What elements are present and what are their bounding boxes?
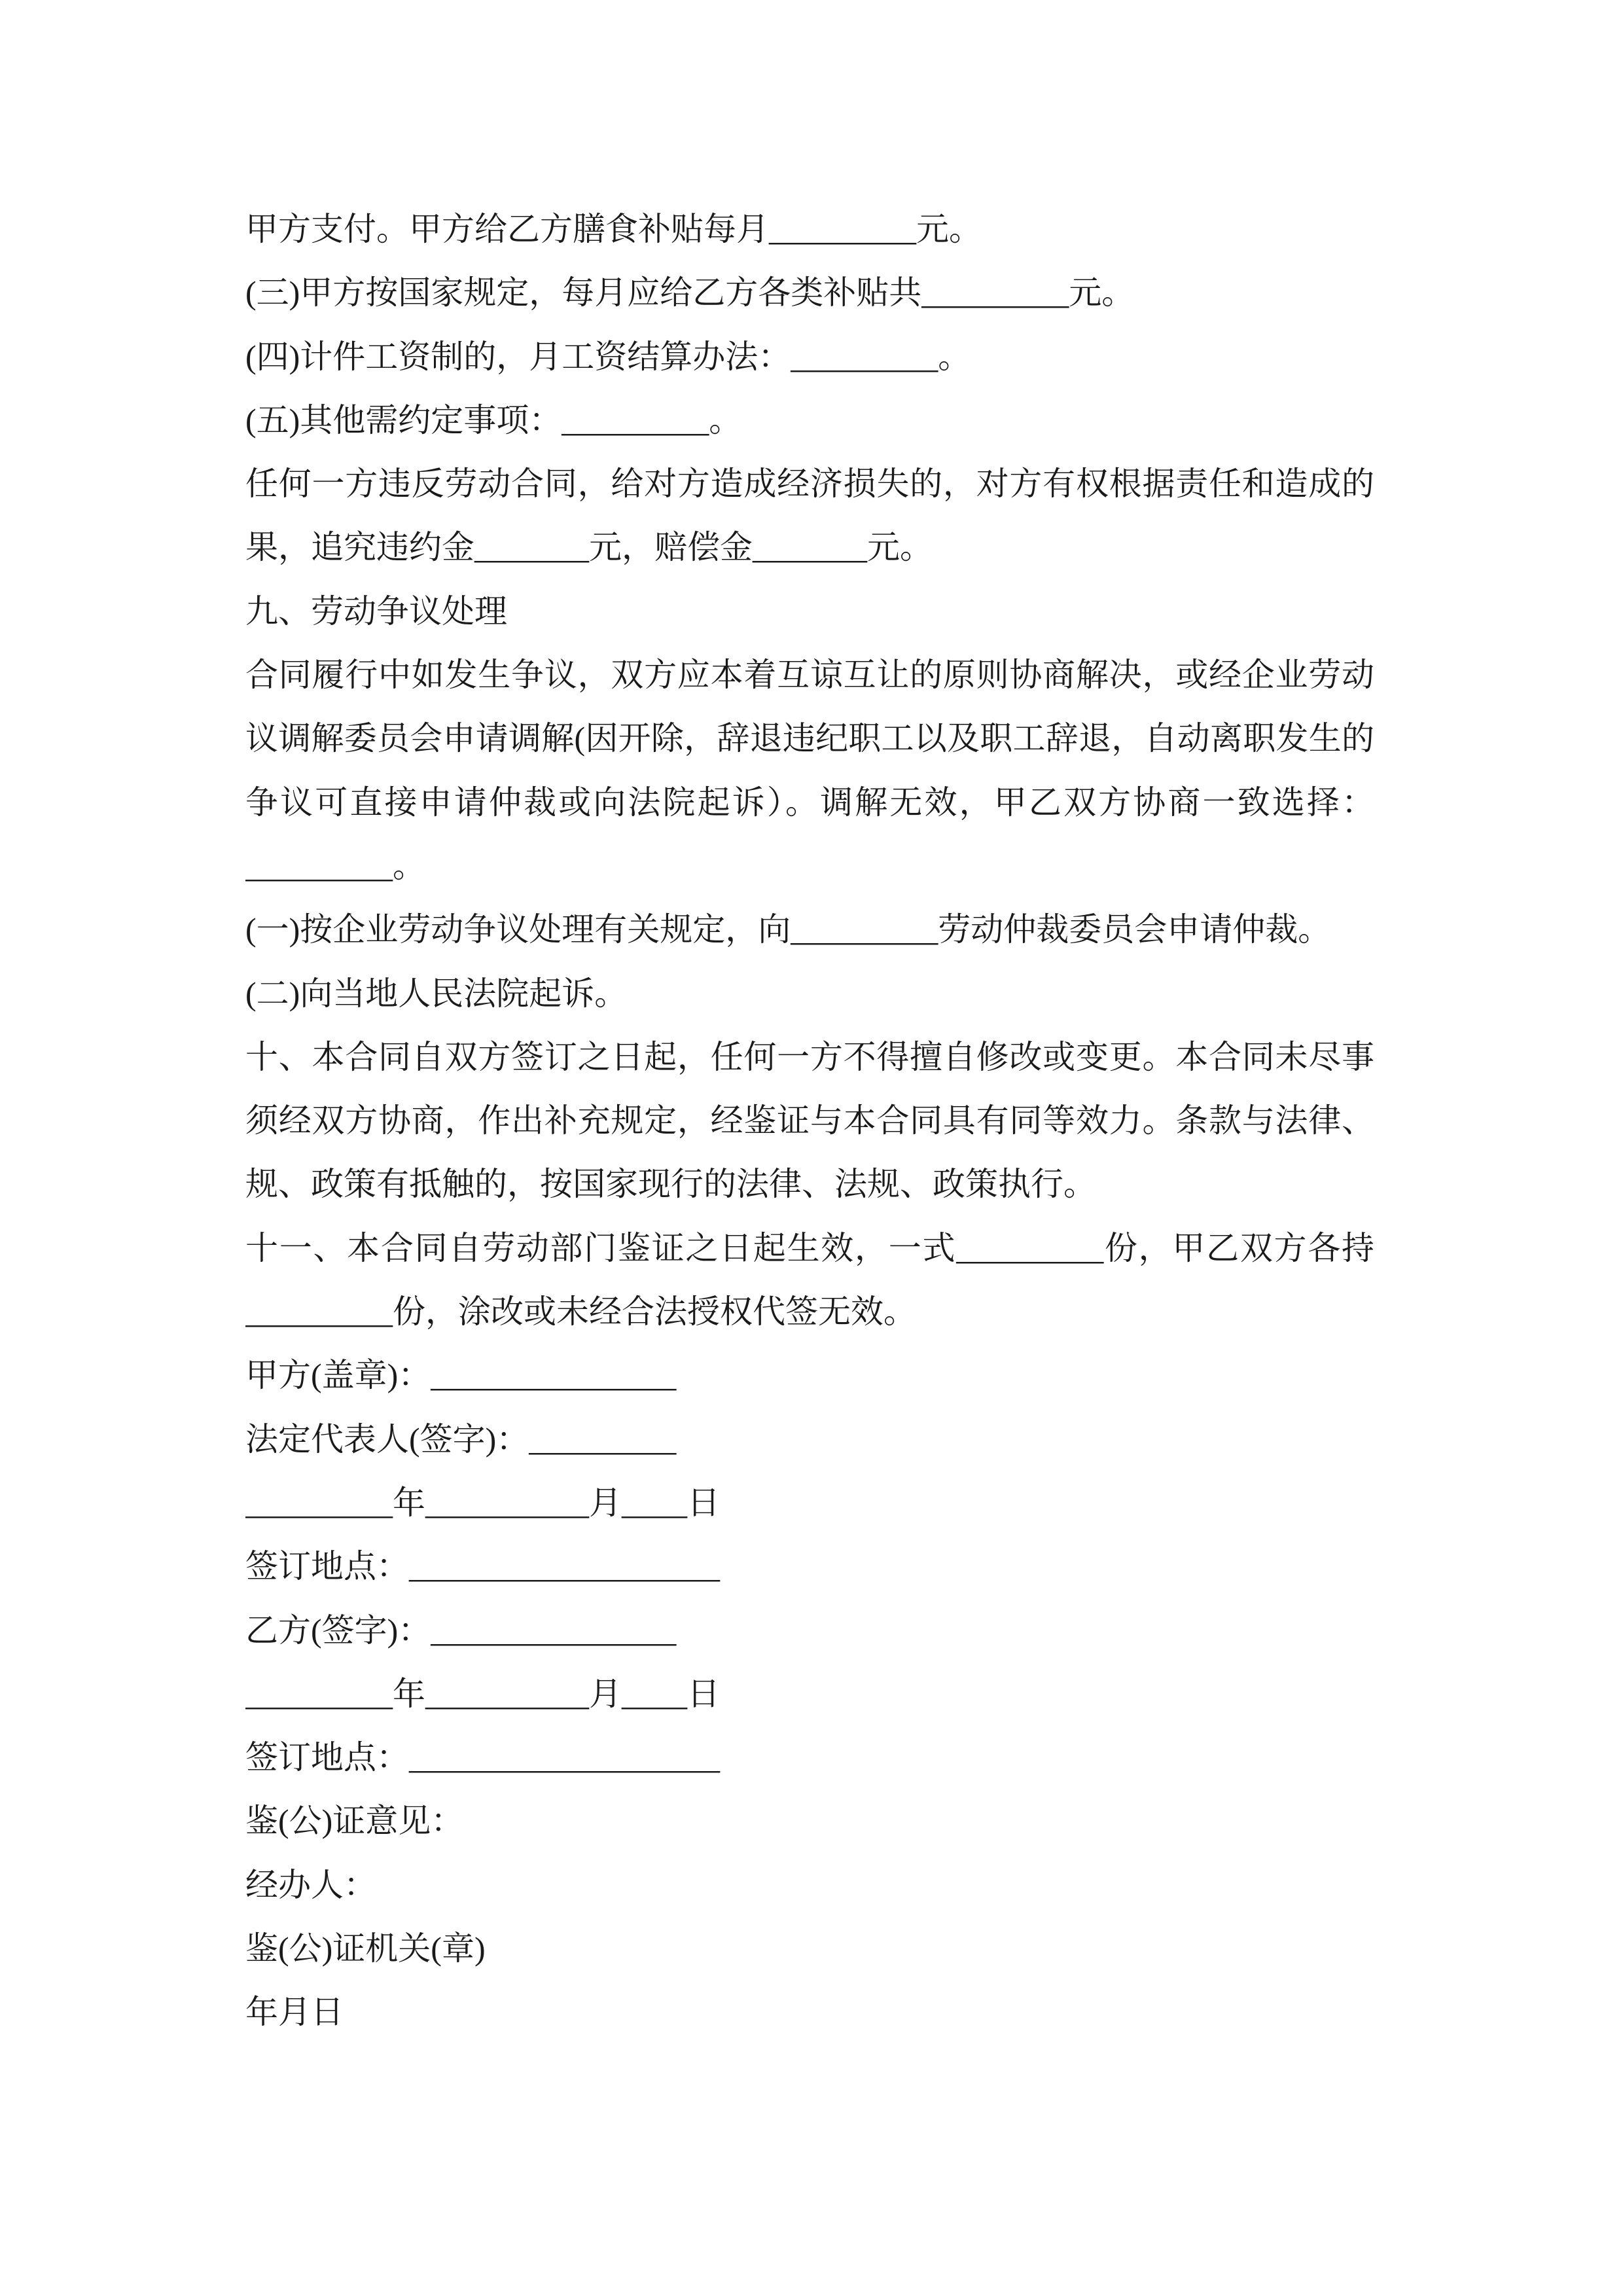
piece-rate-line: (四)计件工资制的，月工资结算办法：_________。 <box>245 338 971 375</box>
court-option-line: (二)向当地人民法院起诉。 <box>245 975 628 1012</box>
party-b-date-line: _________年__________月____日 <box>245 1675 720 1712</box>
clause-11-line: 十一、本合同自劳动部门鉴证之日起生效，一式_________份，甲乙双方各持 <box>245 1229 1374 1266</box>
party-a-seal-line: 甲方(盖章)：_______________ <box>245 1357 677 1394</box>
other-terms-line: (五)其他需约定事项：_________。 <box>245 401 742 439</box>
clause-10-line: 十、本合同自双方签订之日起，任何一方不得擅自修改或变更。本合同未尽事 <box>245 1038 1374 1075</box>
clause-11-line: _________份，涂改或未经合法授权代签无效。 <box>245 1293 916 1331</box>
contract-text <box>245 198 1374 2045</box>
allowances-line: (三)甲方按国家规定，每月应给乙方各类补贴共_________元。 <box>245 274 1135 312</box>
clause-10-line: 须经双方协商，作出补充规定，经鉴证与本合同具有同等效力。条款与法律、 <box>245 1102 1374 1139</box>
arbitration-option-line: (一)按企业劳动争议处理有关规定，向_________劳动仲裁委员会申请仲裁。 <box>245 911 1331 948</box>
dispute-clause-line: 合同履行中如发生争议，双方应本着互谅互让的原则协商解决，或经企业劳动 <box>245 656 1374 694</box>
party-b-signing-place-line: 签订地点：___________________ <box>245 1739 720 1776</box>
breach-liability-line: 任何一方违反劳动合同，给对方造成经济损失的，对方有权根据责任和造成的 <box>245 465 1374 503</box>
dispute-clause-line: 争议可直接申请仲裁或向法院起诉）。调解无效，甲乙双方协商一致选择： <box>245 783 1374 821</box>
party-a-signing-place-line: 签订地点：___________________ <box>245 1548 720 1585</box>
legal-rep-signature-line: 法定代表人(签字)：_________ <box>245 1420 677 1458</box>
meal-allowance-line: 甲方支付。甲方给乙方膳食补贴每月_________元。 <box>245 211 982 247</box>
notary-authority-label: 鉴(公)证机关(章) <box>245 1930 486 1967</box>
party-a-date-line: _________年__________月____日 <box>245 1484 720 1521</box>
clause-10-line: 规、政策有抵触的，按国家现行的法律、法规、政策执行。 <box>245 1166 1096 1203</box>
dispute-clause-line: _________。 <box>245 847 425 884</box>
notarization-opinion-label: 鉴(公)证意见： <box>245 1803 464 1840</box>
dispute-clause-line: 议调解委员会申请调解(因开除，辞退违纪职工以及职工辞退，自动离职发生的 <box>245 720 1374 757</box>
clause-9-heading: 九、劳动争议处理 <box>245 592 507 630</box>
party-b-signature-line: 乙方(签字)：_______________ <box>245 1611 677 1649</box>
handler-label: 经办人： <box>245 1866 376 1903</box>
breach-liability-line: 果，追究违约金_______元，赔偿金_______元。 <box>245 529 933 566</box>
notary-date-label: 年月日 <box>245 1994 344 2031</box>
